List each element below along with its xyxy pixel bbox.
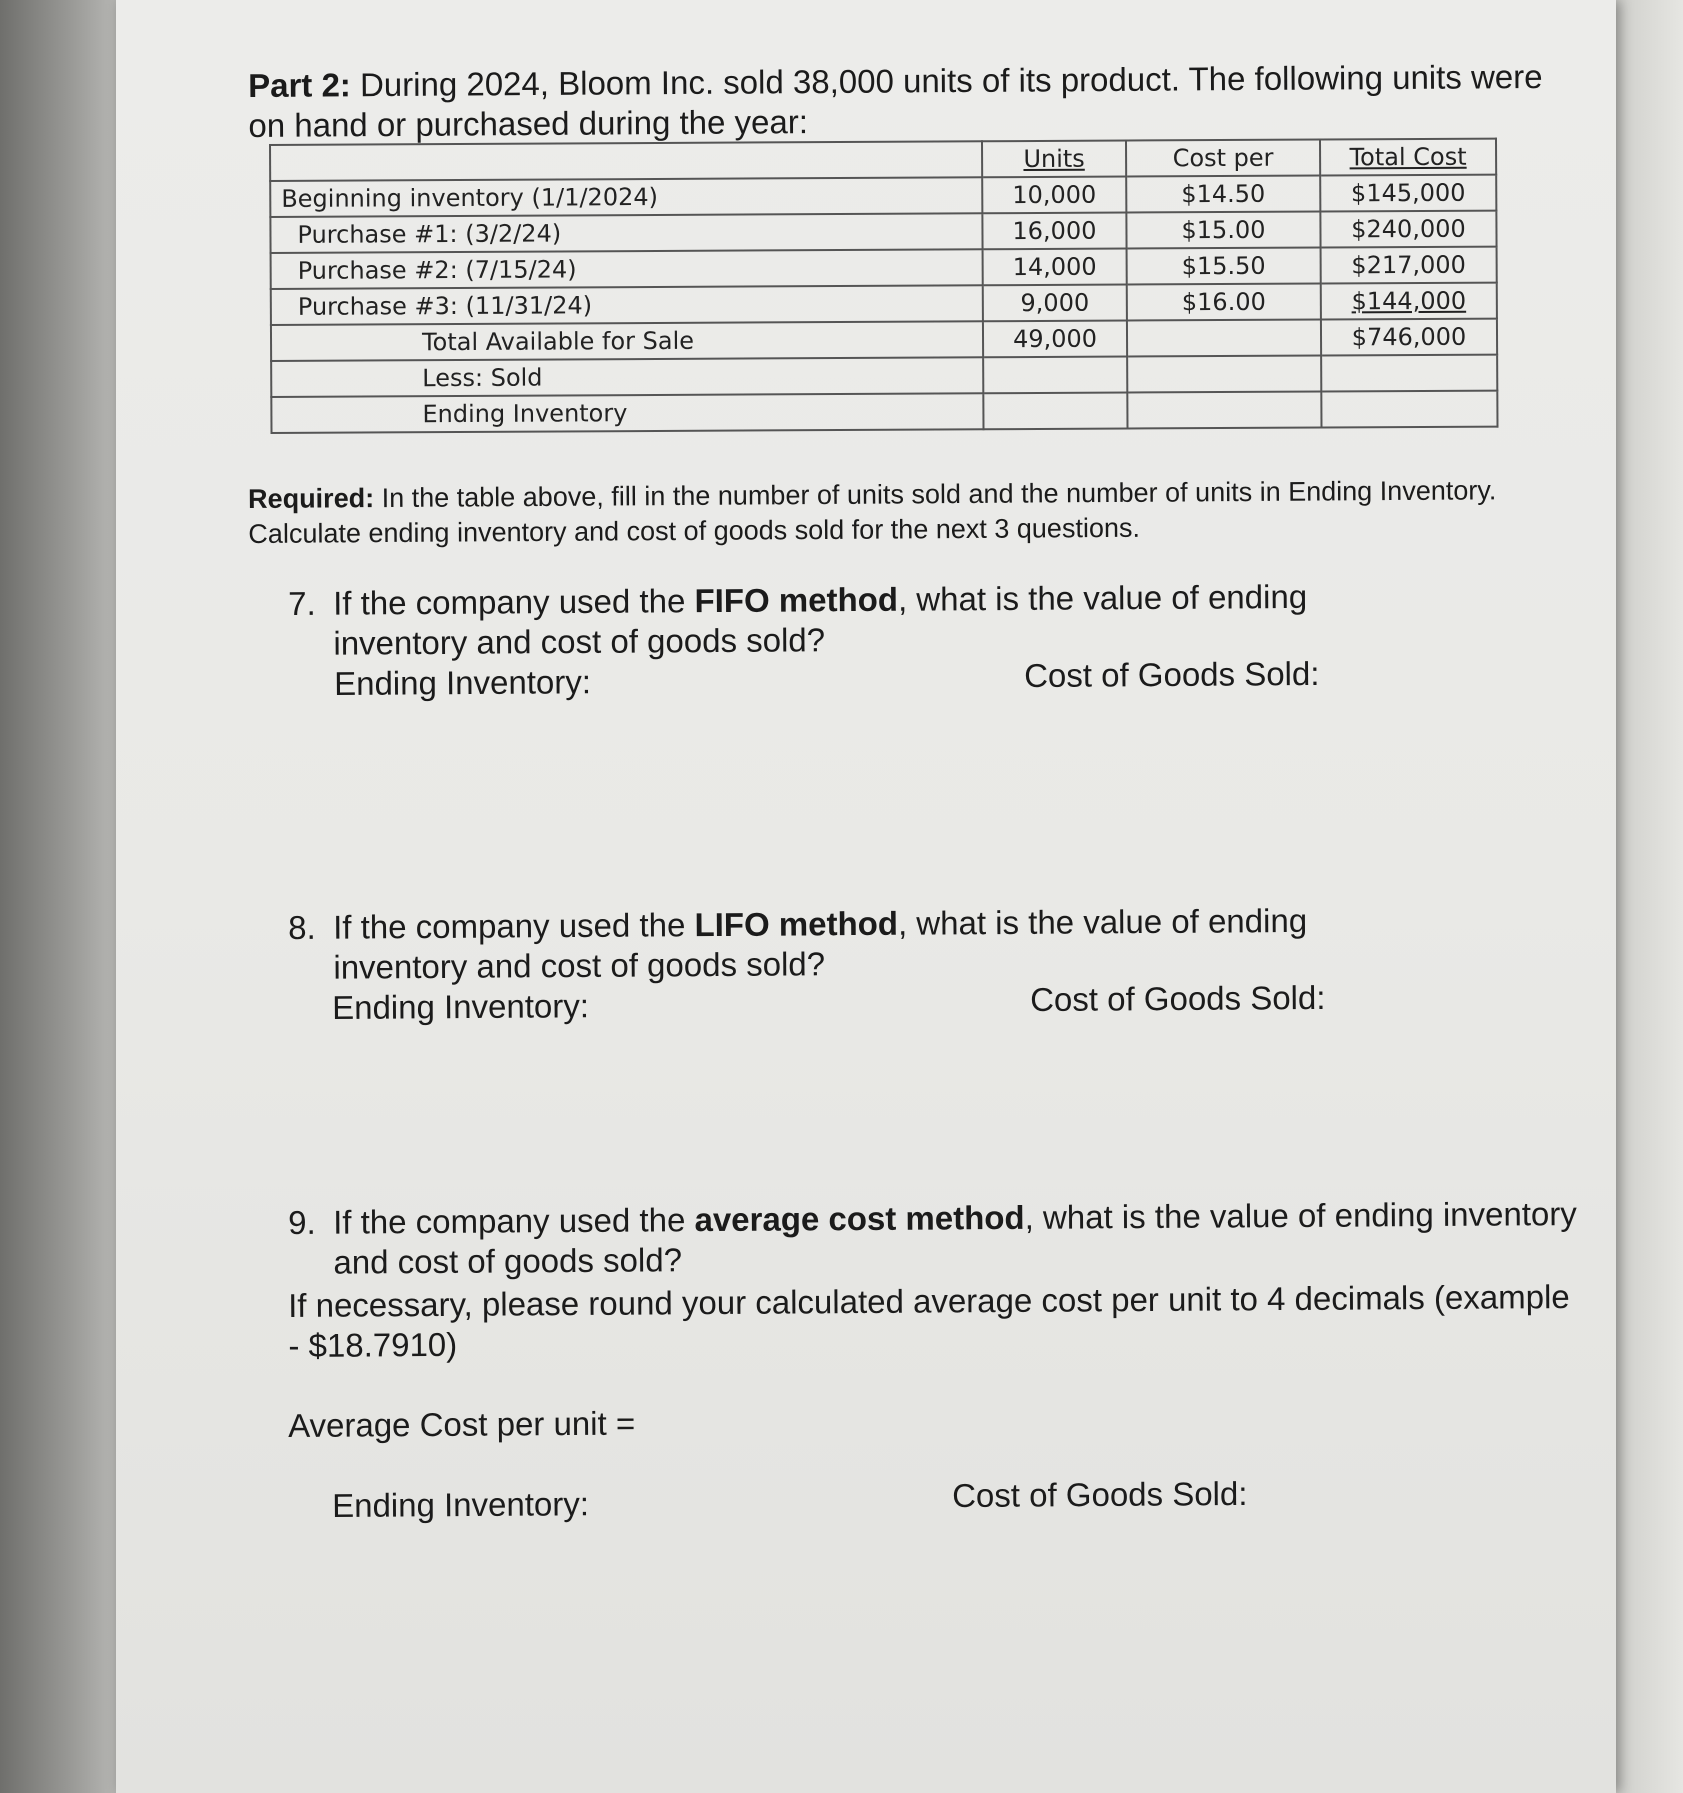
question-text-pre: If the company used the xyxy=(333,1201,695,1241)
q9-cogs-label: Cost of Goods Sold: xyxy=(952,1474,1248,1514)
question-8 xyxy=(288,900,1468,986)
row-units: 10,000 xyxy=(982,177,1126,214)
question-text-post: , what is the value of ending inventory and cost of goods sold? xyxy=(333,1195,1577,1281)
ending-inventory-label: Ending Inventory xyxy=(271,393,983,433)
row-cost-per: $15.50 xyxy=(1127,247,1321,284)
question-text xyxy=(333,900,1434,988)
question-9 xyxy=(288,1194,1608,1281)
row-label: Purchase #1: (3/2/24) xyxy=(270,213,982,253)
worksheet-page xyxy=(116,0,1616,1793)
total-available-total: $746,000 xyxy=(1321,319,1497,356)
q9-average-cost-label: Average Cost per unit = xyxy=(288,1404,636,1444)
less-sold-total-cell xyxy=(1321,355,1497,392)
q7-ending-inventory-label: Ending Inventory: xyxy=(334,663,592,702)
row-total: $217,000 xyxy=(1321,247,1497,284)
less-sold-label: Less: Sold xyxy=(271,357,983,397)
less-sold-units-cell[interactable] xyxy=(983,357,1127,394)
q7-cogs-label: Cost of Goods Sold: xyxy=(1024,654,1320,694)
background-left xyxy=(0,0,120,1793)
header-units: Units xyxy=(1023,144,1085,174)
question-text-post: , what is the value of ending inventory and cost of goods sold? xyxy=(333,577,1308,662)
row-units: 16,000 xyxy=(982,213,1126,250)
question-7 xyxy=(288,576,1468,662)
question-text-pre: If the company used the xyxy=(333,906,695,946)
ending-inventory-units-cell[interactable] xyxy=(983,393,1127,430)
part-text: During 2024, Bloom Inc. sold 38,000 units of its product. The following units were on hand or purchased during the year: xyxy=(248,57,1543,144)
question-text-pre: If the company used the xyxy=(333,582,695,622)
header-cost-per: Cost per xyxy=(1172,143,1274,173)
question-text xyxy=(333,576,1434,664)
part-heading xyxy=(248,57,1549,146)
row-label: Beginning inventory (1/1/2024) xyxy=(270,177,982,217)
q8-ending-inventory-label: Ending Inventory: xyxy=(332,987,590,1026)
ending-inventory-row xyxy=(271,391,1497,433)
total-available-units: 49,000 xyxy=(983,321,1127,358)
total-available-cost-per xyxy=(1127,319,1321,356)
total-available-label: Total Available for Sale xyxy=(271,321,983,361)
row-label: Purchase #3: (11/31/24) xyxy=(271,285,983,325)
question-text-post: , what is the value of ending inventory and cost of goods sold? xyxy=(333,901,1308,986)
row-total: $145,000 xyxy=(1320,175,1496,212)
q8-cogs-label: Cost of Goods Sold: xyxy=(1030,978,1326,1018)
row-label: Purchase #2: (7/15/24) xyxy=(271,249,983,289)
row-cost-per: $16.00 xyxy=(1127,283,1321,320)
question-text xyxy=(333,1194,1584,1283)
row-units: 9,000 xyxy=(983,285,1127,322)
ending-inventory-total-cell xyxy=(1321,391,1497,428)
part-label: Part 2: xyxy=(248,66,351,104)
method-name: LIFO method xyxy=(694,904,899,944)
header-total-cost: Total Cost xyxy=(1349,142,1467,172)
method-name: FIFO method xyxy=(694,580,899,620)
row-total: $144,000 xyxy=(1351,286,1467,316)
method-name: average cost method xyxy=(694,1198,1025,1239)
question-number: 9. xyxy=(288,1203,316,1241)
required-text: In the table above, fill in the number of units sold and the number of units in Ending Inventory. Calculate ending inventory and cost of goods sold for the next 3 questions. xyxy=(248,475,1497,549)
question-number: 7. xyxy=(288,584,316,622)
row-total: $240,000 xyxy=(1320,211,1496,248)
q9-ending-inventory-label: Ending Inventory: xyxy=(332,1485,590,1524)
required-label: Required: xyxy=(248,483,375,514)
less-sold-cost-cell xyxy=(1127,355,1321,392)
required-instructions xyxy=(248,473,1568,552)
row-cost-per: $14.50 xyxy=(1126,175,1320,212)
question-number: 8. xyxy=(288,908,316,946)
header-blank xyxy=(270,141,982,181)
q9-rounding-note: If necessary, please round your calculated average cost per unit to 4 decimals (example - $18.7910) xyxy=(288,1278,1570,1364)
ending-inventory-cost-cell xyxy=(1127,391,1321,428)
row-cost-per: $15.00 xyxy=(1126,211,1320,248)
background-right xyxy=(1616,0,1683,1793)
row-units: 14,000 xyxy=(983,249,1127,286)
inventory-table xyxy=(269,138,1499,434)
